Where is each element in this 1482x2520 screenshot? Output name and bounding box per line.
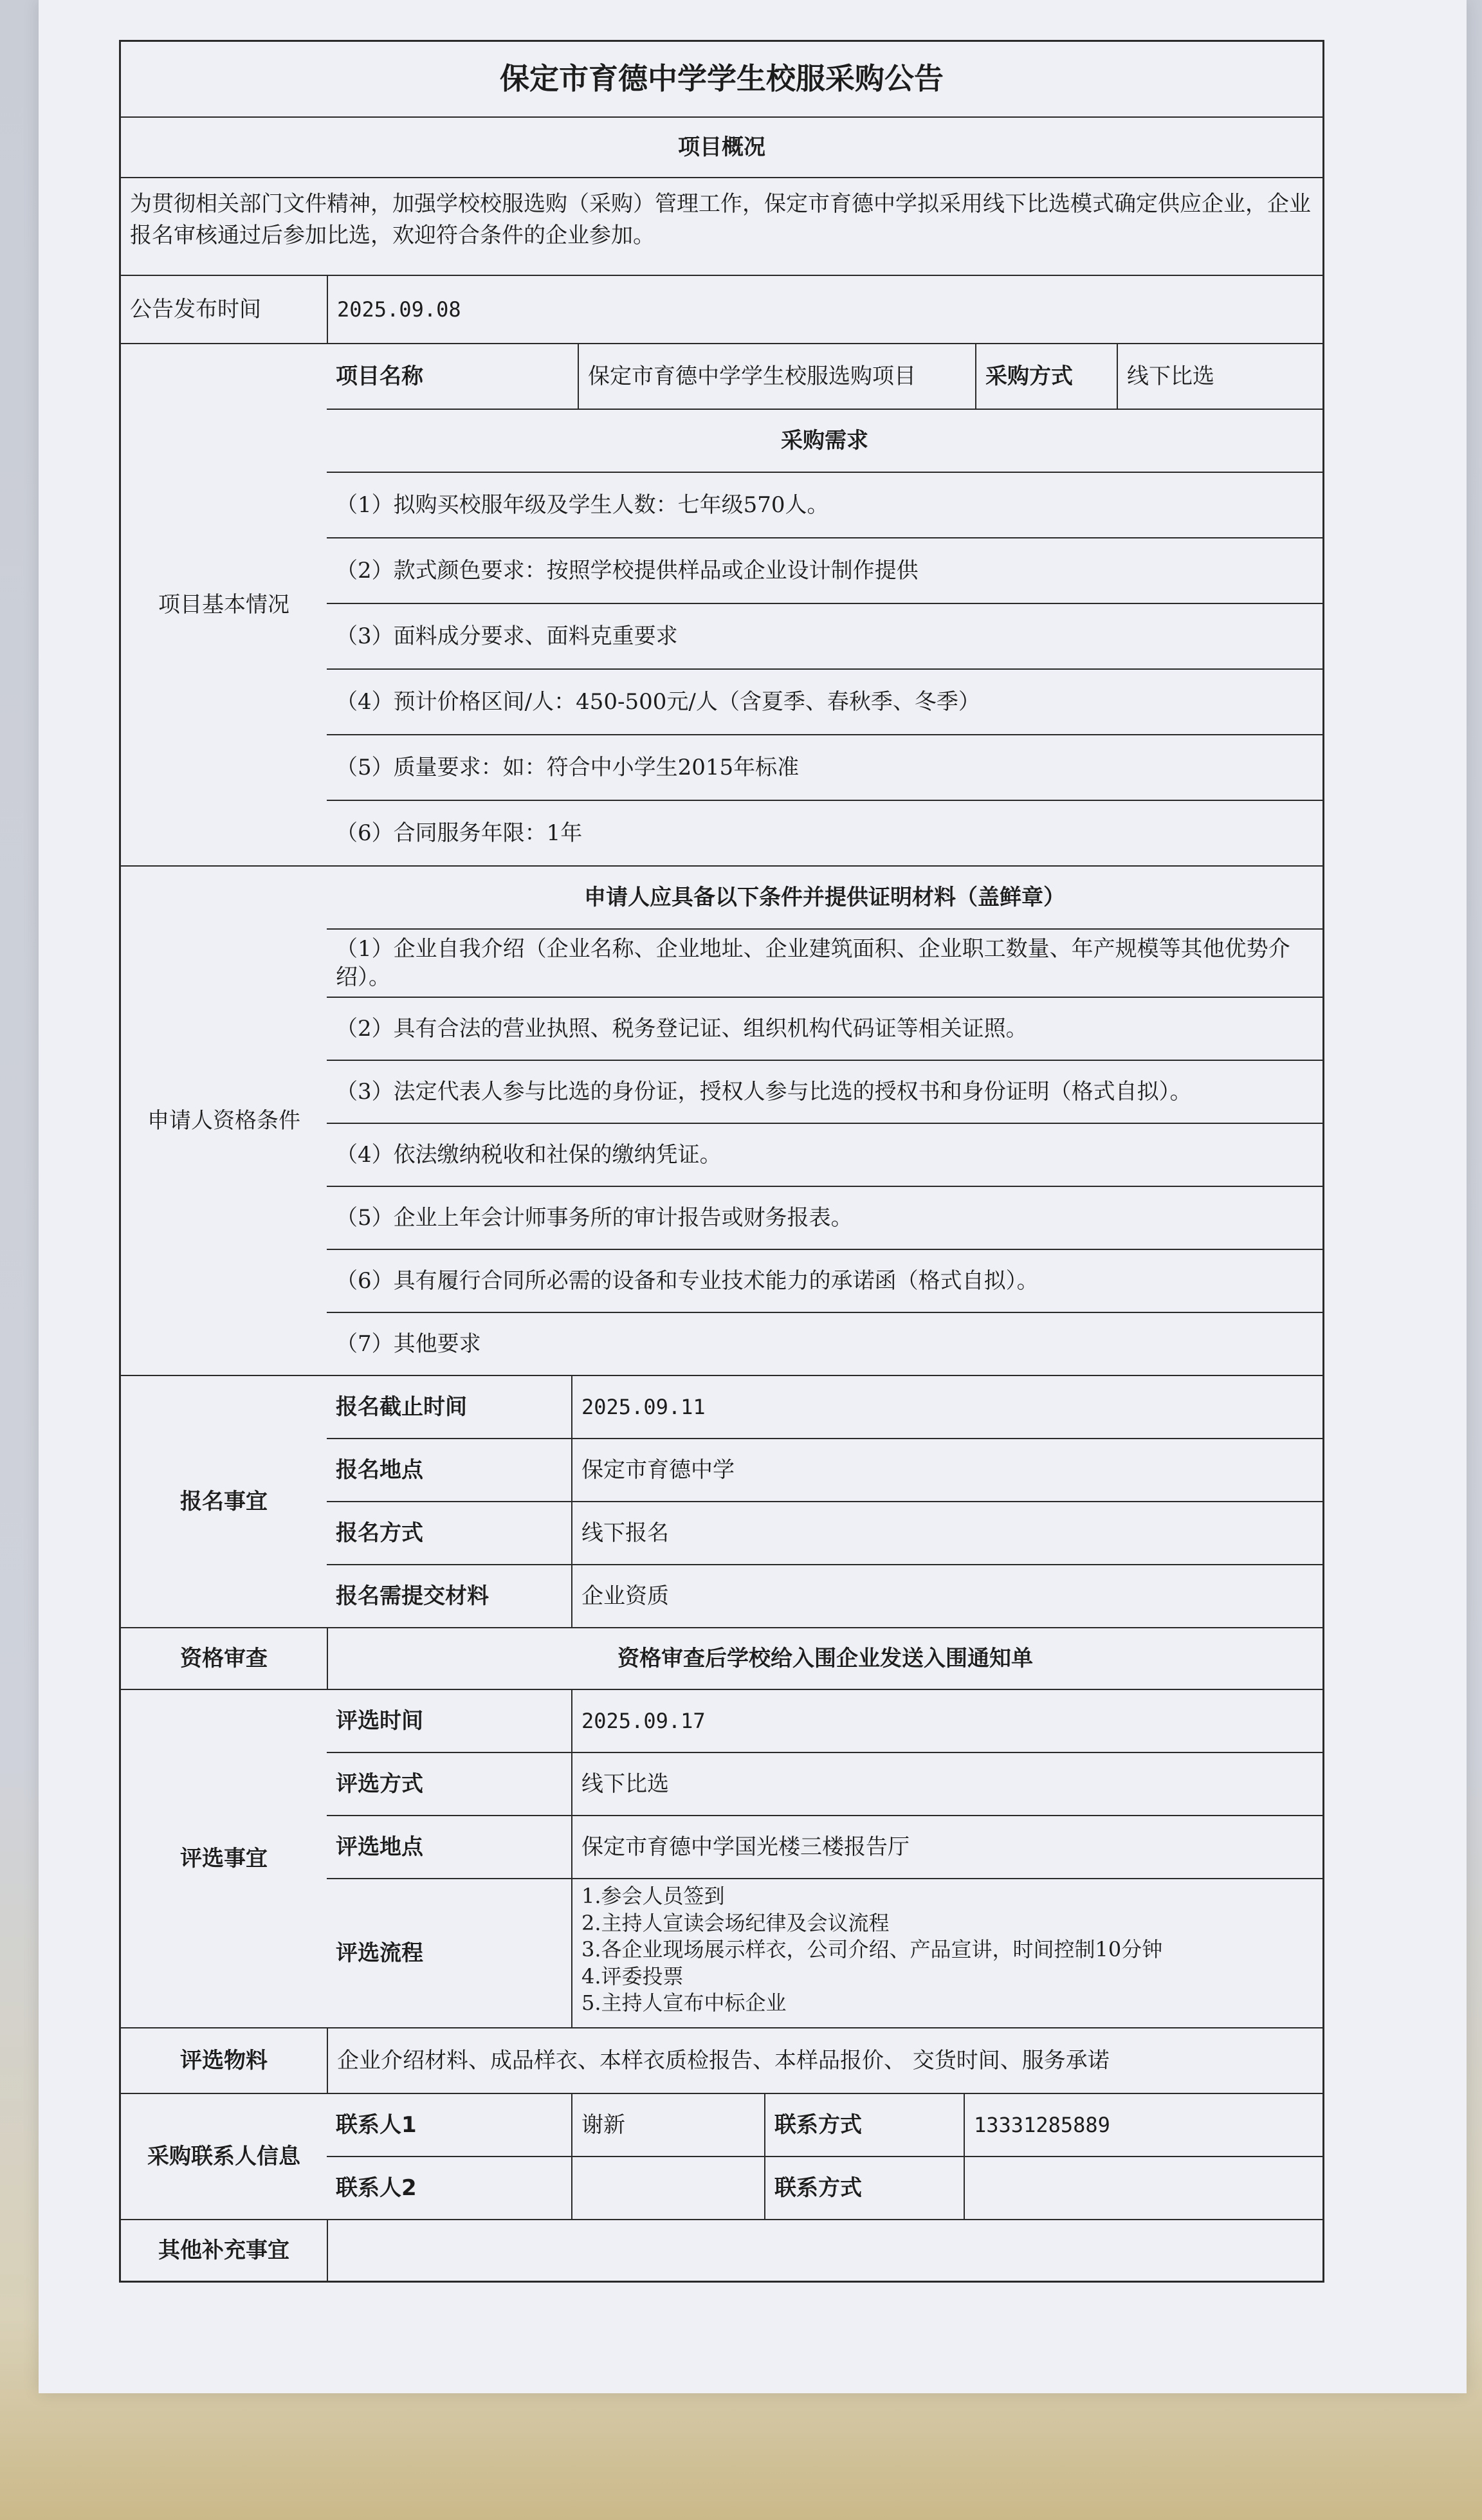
qualification-item: （7）其他要求 [336, 1330, 481, 1357]
basic-label: 项目基本情况 [158, 591, 289, 618]
announcement-table [119, 40, 1324, 2283]
qualification-item: （5）企业上年会计师事务所的审计报告或财务报表。 [336, 1204, 853, 1231]
registration-place-label: 报名地点 [336, 1457, 423, 1483]
flow-step: 4.评委投票 [581, 1964, 684, 1989]
qualification-label: 申请人资格条件 [147, 1107, 300, 1134]
publish-label: 公告发布时间 [130, 296, 261, 322]
page-title: 保定市育德中学学生校服采购公告 [500, 61, 944, 97]
registration-label: 报名事宜 [180, 1488, 268, 1514]
contact1-label: 联系人1 [336, 2111, 417, 2138]
selection-place-label: 评选地点 [336, 1834, 423, 1860]
flow-step: 3.各企业现场展示样衣，公司介绍、产品宣讲，时间控制10分钟 [581, 1937, 1163, 1962]
overview-text: 为贯彻相关部门文件精神，加强学校校服选购（采购）管理工作，保定市育德中学拟采用线下比选模式确定供应企业，企业报名审核通过后参加比选，欢迎符合条件的企业参加。 [130, 191, 1311, 249]
selection-time: 2025.09.17 [571, 1690, 1322, 1752]
registration-materials-label: 报名需提交材料 [336, 1583, 489, 1609]
qualification-item: （1）企业自我介绍（企业名称、企业地址、企业建筑面积、企业职工数量、年产规模等其他优势介绍）。 [336, 935, 1290, 990]
contact2-phone [964, 2157, 1322, 2219]
qualification-item: （2）具有合法的营业执照、税务登记证、组织机构代码证等相关证照。 [336, 1015, 1028, 1042]
demand-item: （3）面料成分要求、面料克重要求 [336, 623, 678, 649]
project-name: 保定市育德中学学生校服选购项目 [578, 344, 975, 409]
materials-value: 企业介绍材料、成品样衣、本样衣质检报告、本样品报价、 交货时间、服务承诺 [327, 2028, 1322, 2093]
registration-deadline-label: 报名截止时间 [336, 1393, 467, 1420]
contact2-label: 联系人2 [336, 2175, 417, 2201]
review-label: 资格审查 [180, 1645, 268, 1671]
flow-step: 2.主持人宣读会场纪律及会议流程 [581, 1910, 890, 1935]
project-name-label: 项目名称 [336, 363, 423, 389]
qualification-heading: 申请人应具备以下条件并提供证明材料（盖鲜章） [584, 884, 1065, 910]
method-label: 采购方式 [975, 344, 1117, 409]
registration-place: 保定市育德中学 [571, 1439, 1322, 1501]
contact2-name [571, 2157, 764, 2219]
demand-heading: 采购需求 [781, 427, 868, 454]
publish-date: 2025.09.08 [327, 276, 1322, 343]
selection-place: 保定市育德中学国光楼三楼报告厅 [571, 1816, 1322, 1878]
selection-method: 线下比选 [571, 1753, 1322, 1815]
selection-method-label: 评选方式 [336, 1770, 423, 1797]
method-value: 线下比选 [1117, 344, 1322, 409]
contact2-phone-label: 联系方式 [764, 2157, 964, 2219]
overview-heading: 项目概况 [678, 134, 765, 160]
materials-label: 评选物料 [180, 2047, 268, 2074]
selection-flow-label: 评选流程 [336, 1940, 423, 1966]
demand-item: （4）预计价格区间/人：450-500元/人（含夏季、春秋季、冬季） [336, 688, 980, 715]
paper-sheet [39, 0, 1467, 2393]
selection-label: 评选事宜 [180, 1845, 268, 1872]
flow-step: 5.主持人宣布中标企业 [581, 1991, 787, 2016]
qualification-item: （4）依法缴纳税收和社保的缴纳凭证。 [336, 1141, 722, 1168]
demand-item: （5）质量要求：如：符合中小学生2015年标准 [336, 754, 800, 780]
other-value [327, 2220, 1322, 2281]
demand-item: （2）款式颜色要求：按照学校提供样品或企业设计制作提供 [336, 557, 919, 584]
registration-deadline: 2025.09.11 [571, 1376, 1322, 1438]
qualification-item: （6）具有履行合同所必需的设备和专业技术能力的承诺函（格式自拟）。 [336, 1267, 1039, 1294]
other-label: 其他补充事宜 [158, 2237, 289, 2263]
contacts-label: 采购联系人信息 [147, 2143, 300, 2169]
review-value: 资格审查后学校给入围企业发送入围通知单 [327, 1628, 1322, 1689]
contact1-phone: 13331285889 [964, 2094, 1322, 2156]
flow-step: 1.参会人员签到 [581, 1884, 725, 1908]
registration-materials: 企业资质 [571, 1565, 1322, 1627]
registration-method-label: 报名方式 [336, 1520, 423, 1546]
selection-time-label: 评选时间 [336, 1707, 423, 1734]
demand-item: （6）合同服务年限：1年 [336, 820, 583, 846]
contact1-name: 谢新 [571, 2094, 764, 2156]
demand-item: （1）拟购买校服年级及学生人数：七年级570人。 [336, 492, 829, 518]
qualification-item: （3）法定代表人参与比选的身份证，授权人参与比选的授权书和身份证明（格式自拟）。 [336, 1078, 1192, 1105]
registration-method: 线下报名 [571, 1502, 1322, 1564]
selection-flow-list [571, 1879, 1322, 2027]
contact1-phone-label: 联系方式 [764, 2094, 964, 2156]
